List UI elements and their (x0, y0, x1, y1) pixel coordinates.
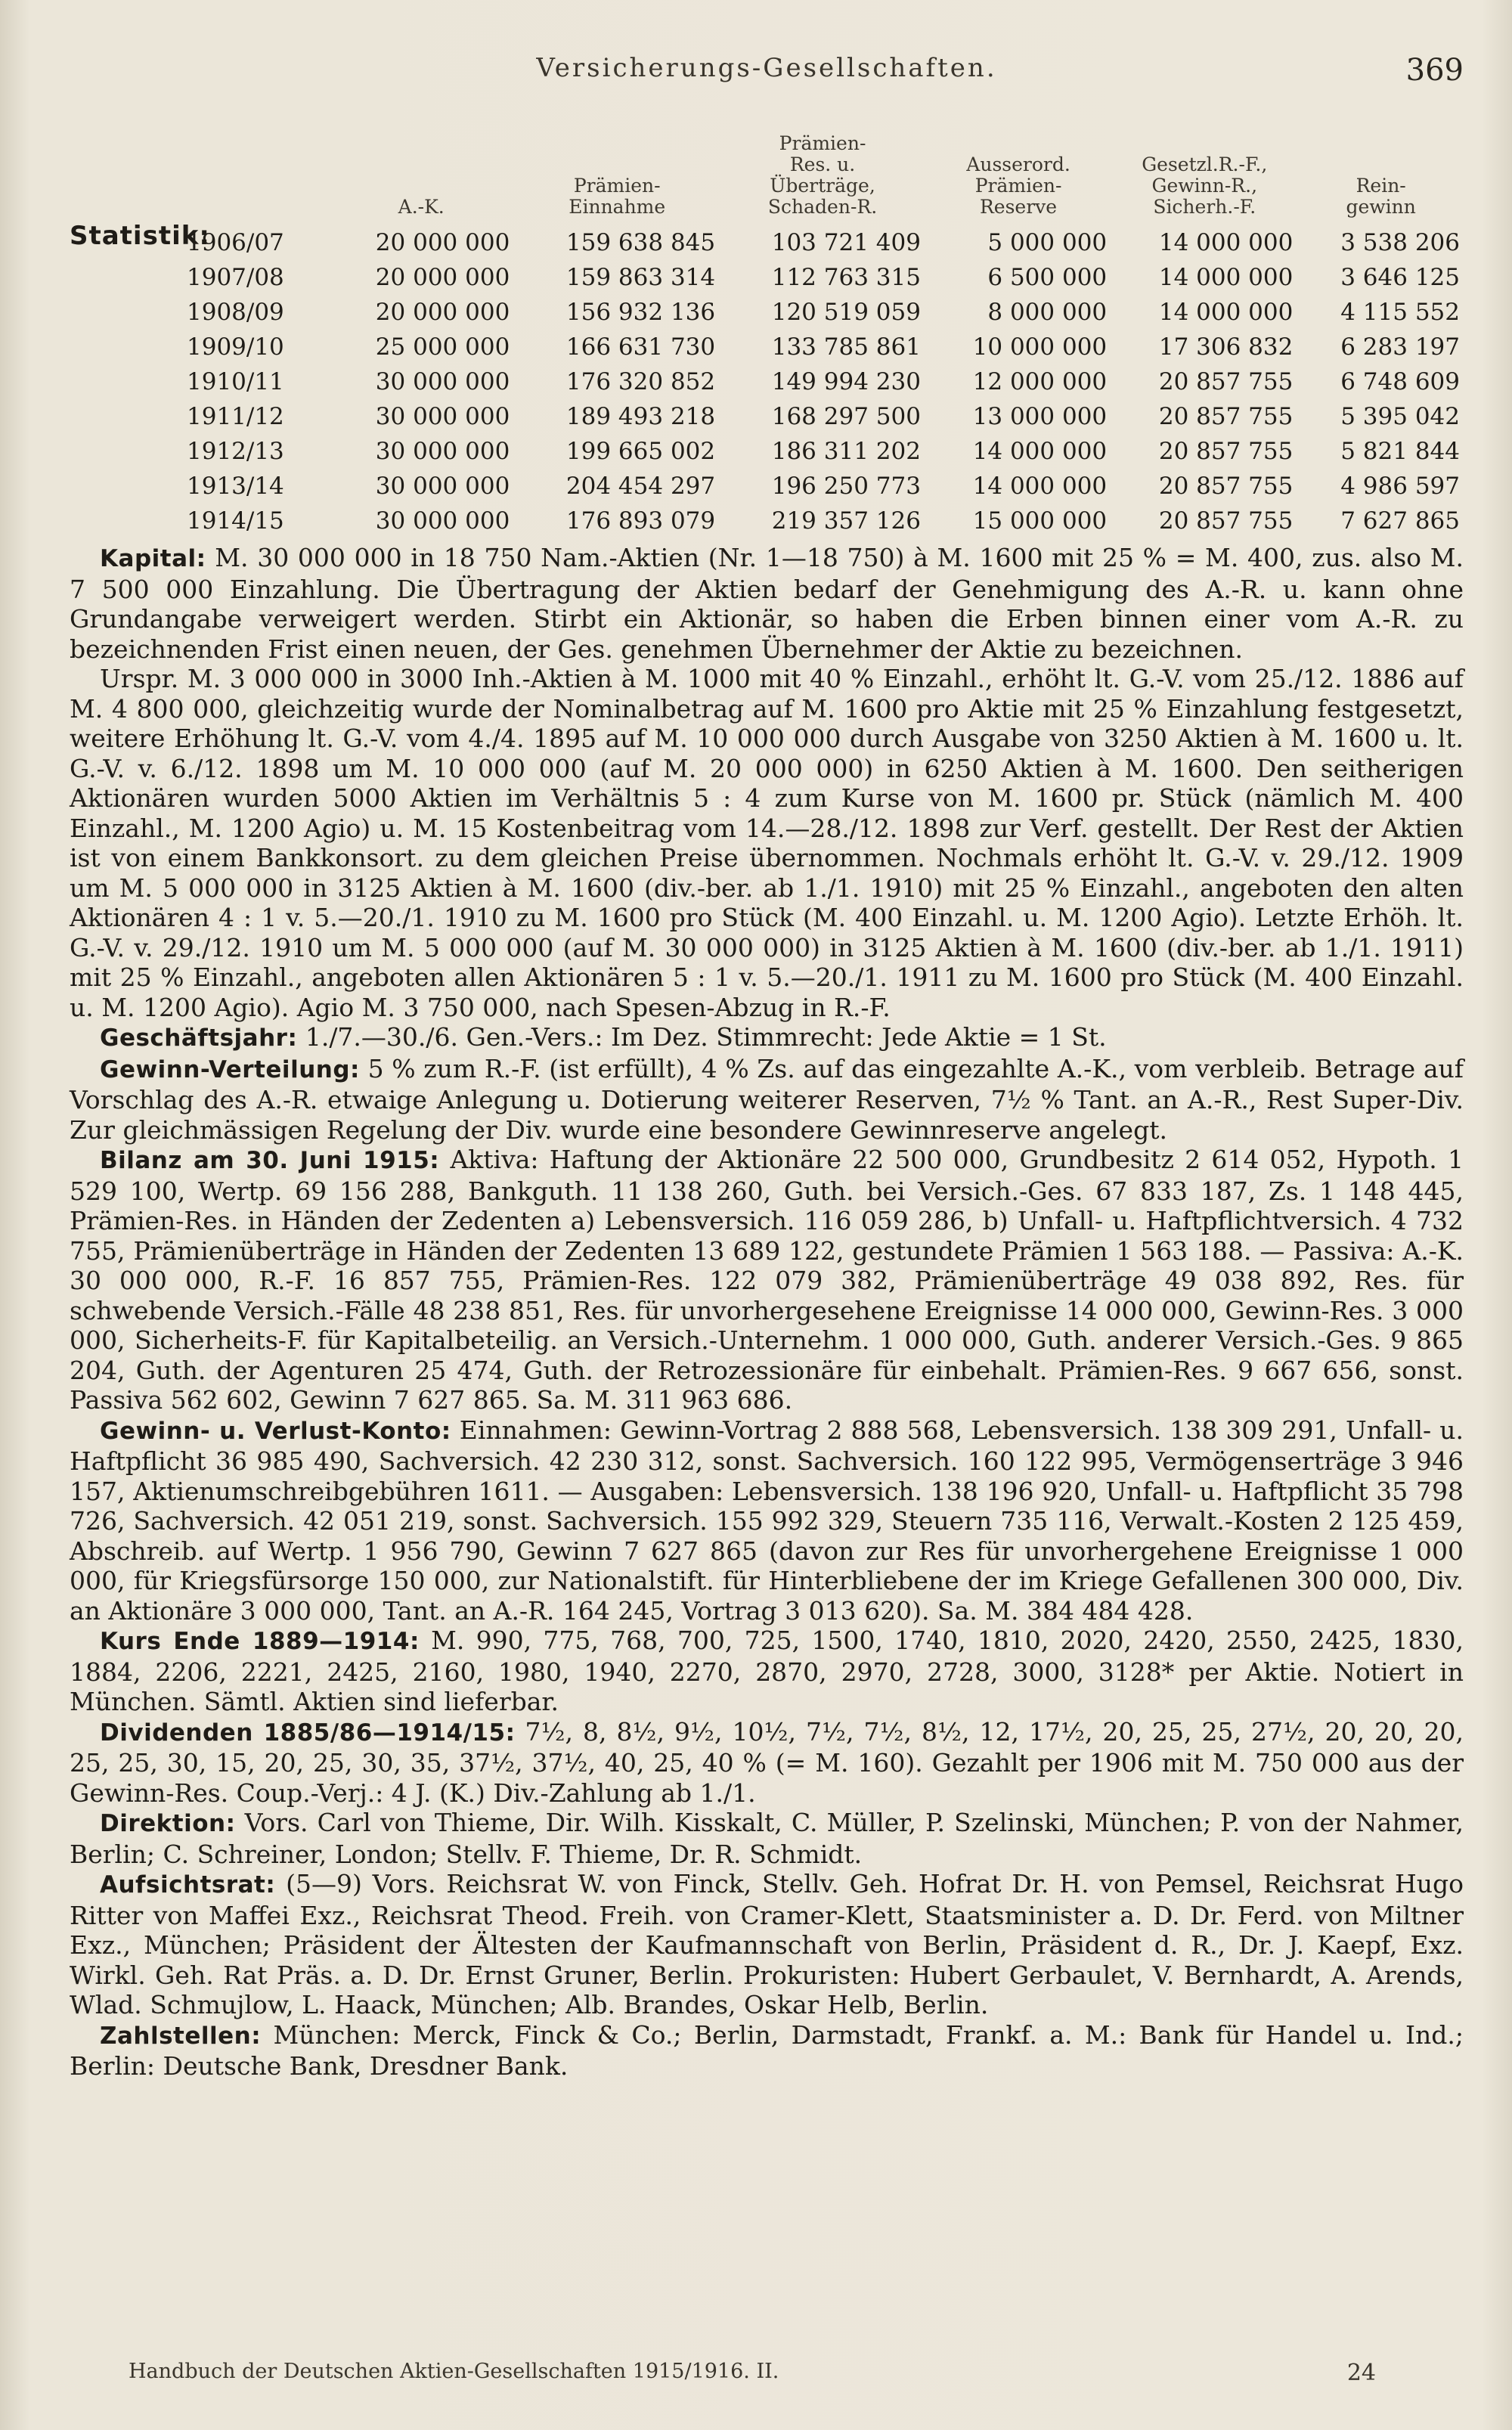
statistik-value-cell: 14 000 000 (972, 473, 1108, 500)
statistik-year-cell: 1912/13 (187, 438, 284, 465)
paragraph-lead: Geschäftsjahr: (100, 1024, 298, 1052)
paragraph-text: 5 % zum R.-F. (ist erfüllt), 4 % Zs. auf das eingezahlte A.-K., vom verbleib. Betrage auf Vorschlag des A.-R. etwaige Anlegung u. Dotierung weiterer Reserven, 7½ % Tant. an A.-R., Rest Super-Div. Zur gleichmässigen Regelung der Div. wurde eine besondere Gewinnreserve angelegt. (70, 1053, 1464, 1145)
statistik-value-cell: 204 454 297 (565, 473, 716, 500)
page-footer (129, 2360, 1376, 2386)
statistik-column-header: Rein- gewinn (1346, 175, 1416, 218)
statistik-value-cell: 199 665 002 (565, 438, 716, 465)
statistik-value-cell: 156 932 136 (565, 299, 716, 326)
paragraph-text: M. 30 000 000 in 18 750 Nam.-Aktien (Nr. 1—18 750) à M. 1600 mit 25 % = M. 400, zus. also M. 7 500 000 Einzahlung. Die Übertragung der Aktien bedarf der Genehmigung des A.-R. u. kann ohne Grundangabe verweigert werden. Stirbt ein Aktionär, so haben die Erben binnen einer vom A.-R. zu bezeichnenden Frist einen neuen, der Ges. genehmen Übernehmer der Aktie zu bezeichnen. (70, 543, 1464, 664)
statistik-value-cell: 20 000 000 (375, 299, 510, 326)
statistik-value-cell: 20 857 755 (1158, 438, 1294, 465)
statistik-row (156, 225, 1464, 260)
statistik-value-cell: 189 493 218 (565, 403, 716, 430)
paragraph-text: Vors. Carl von Thieme, Dir. Wilh. Kisskalt, C. Müller, P. Szelinski, München; P. von der Nahmer, Berlin; C. Schreiner, London; Stellv. F. Thieme, Dr. R. Schmidt. (70, 1808, 1464, 1869)
statistik-year-cell: 1913/14 (187, 473, 284, 500)
statistik-value-cell: 20 000 000 (375, 264, 510, 291)
statistik-body (156, 225, 1464, 538)
statistik-year-cell: 1907/08 (187, 264, 284, 291)
statistik-value-cell: 30 000 000 (375, 473, 510, 500)
statistik-value-cell: 186 311 202 (771, 438, 921, 465)
statistik-column-header (156, 133, 328, 225)
paragraph-lead: Zahlstellen: (100, 2022, 262, 2050)
statistik-column-header: Gesetzl.R.-F., Gewinn-R., Sicherh.-F. (1142, 153, 1268, 218)
paragraph-lead: Aufsichtsrat: (100, 1871, 276, 1898)
statistik-column-header: A.-K. (398, 196, 445, 218)
footer-signature: 24 (1346, 2360, 1376, 2386)
paragraph (70, 543, 1464, 664)
statistik-year-cell: 1909/10 (187, 333, 284, 361)
paragraph-text: 1./7.—30./6. Gen.-Vers.: Im Dez. Stimmrecht: Jede Aktie = 1 St. (297, 1022, 1107, 1052)
statistik-section (70, 133, 1464, 538)
statistik-value-cell: 159 638 845 (565, 229, 716, 256)
statistik-value-cell: 17 306 832 (1158, 333, 1294, 361)
statistik-value-cell: 14 000 000 (1158, 229, 1294, 256)
statistik-value-cell: 30 000 000 (375, 507, 510, 535)
paragraph (70, 1869, 1464, 2020)
body-text (70, 543, 1464, 2081)
statistik-value-cell: 3 646 125 (1340, 264, 1460, 291)
paragraph-text: 7½, 8, 8½, 9½, 10½, 7½, 7½, 8½, 12, 17½, 20, 25, 25, 27½, 20, 20, 20, 25, 25, 30, 15, 20, 25, 30, 35, 37½, 37½, 40, 25, 40 % (= M. 160). Gezahlt per 1906 mit M. 750 000 aus der Gewinn-Res. Coup.-Verj.: 4 J. (K.) Div.-Zahlung ab 1./1. (70, 1716, 1464, 1808)
paragraph (70, 1717, 1464, 1809)
statistik-value-cell: 103 721 409 (771, 229, 921, 256)
paragraph (70, 664, 1464, 1022)
statistik-value-cell: 159 863 314 (565, 264, 716, 291)
paragraph (70, 1145, 1464, 1415)
statistik-value-cell: 4 115 552 (1340, 299, 1460, 326)
paragraph-text: München: Merck, Finck & Co.; Berlin, Darmstadt, Frankf. a. M.: Bank für Handel u. Ind.; Berlin: Deutsche Bank, Dresdner Bank. (70, 2019, 1464, 2081)
paragraph-text: Urspr. M. 3 000 000 in 3000 Inh.-Aktien à M. 1000 mit 40 % Einzahl., erhöht lt. G.-V. vom 25./12. 1886 auf M. 4 800 000, gleichzeitig wurde der Nominalbetrag auf M. 1600 pro Aktie mit 25 % Einzahlung festgesetzt, weitere Erhöhung lt. G.-V. vom 4./4. 1895 auf M. 10 000 000 durch Ausgabe von 3250 Aktien à M. 1600 u. lt. G.-V. v. 6./12. 1898 um M. 10 000 000 (auf M. 20 000 000) in 6250 Aktien à M. 1600. Den seitherigen Aktionären wurden 5000 Aktien im Verhältnis 5 : 4 zum Kurse von M. 1600 pr. Stück (nämlich M. 400 Einzahl., M. 1200 Agio) u. M. 15 Kostenbeitrag vom 14.—28./12. 1898 zur Verf. gestellt. Der Rest der Aktien ist von einem Bankkonsort. zu dem gleichen Preise übernommen. Nochmals erhöht lt. G.-V. v. 29./12. 1909 um M. 5 000 000 in 3125 Aktien à M. 1600 (div.-ber. ab 1./1. 1910) mit 25 % Einzahl., angeboten den alten Aktionären 4 : 1 v. 5.—20./1. 1910 zu M. 1600 pro Stück (M. 400 Einzahl. u. M. 1200 Agio). Letzte Erhöh. lt. G.-V. v. 29./12. 1910 um M. 5 000 000 (auf M. 30 000 000) in 3125 Aktien à M. 1600 (div.-ber. ab 1./1. 1911) mit 25 % Einzahl., angeboten allen Aktionären 5 : 1 v. 5.—20./1. 1911 zu M. 1600 pro Stück (M. 400 Einzahl. u. M. 1200 Agio). Agio M. 3 750 000, nach Spesen-Abzug in R.-F. (70, 664, 1464, 1022)
paragraph-lead: Kurs Ende 1889—1914: (100, 1628, 420, 1655)
page-number: 369 (1405, 53, 1464, 88)
statistik-value-cell: 5 000 000 (987, 229, 1108, 256)
statistik-value-cell: 149 994 230 (771, 368, 921, 395)
paragraph (70, 1022, 1464, 1054)
paragraph (70, 1808, 1464, 1869)
statistik-row (156, 295, 1464, 330)
statistik-value-cell: 14 000 000 (1158, 264, 1294, 291)
statistik-year-cell: 1906/07 (187, 229, 284, 256)
statistik-value-cell: 25 000 000 (375, 333, 510, 361)
statistik-value-cell: 219 357 126 (771, 507, 921, 535)
statistik-column-header: Ausserord. Prämien- Reserve (966, 153, 1070, 218)
statistik-value-cell: 20 857 755 (1158, 507, 1294, 535)
paragraph (70, 2020, 1464, 2081)
statistik-header-row (156, 133, 1464, 225)
statistik-row (156, 330, 1464, 364)
paragraph-text: (5—9) Vors. Reichsrat W. von Finck, Stellv. Geh. Hofrat Dr. H. von Pemsel, Reichsrat Hugo Ritter von Maffei Exz., Reichsrat Theod. Freih. von Cramer-Klett, Staatsminister a. D. Dr. Ferd. von Miltner Exz., München; Präsident der Ältesten der Kaufmannschaft von Berlin, Präsident d. R., Dr. J. Kaepf, Exz. Wirkl. Geh. Rat Präs. a. D. Dr. Ernst Gruner, Berlin. Prokuristen: Hubert Gerbaulet, V. Bernhardt, A. Arends, Wlad. Schmujlow, L. Haack, München; Alb. Brandes, Oskar Helb, Berlin. (70, 1869, 1464, 2019)
paragraph-text: Einnahmen: Gewinn-Vortrag 2 888 568, Lebensversich. 138 309 291, Unfall- u. Haftpflicht 36 985 490, Sachversich. 42 230 312, sonst. Sachversich. 160 122 995, Vermögenserträge 3 946 157, Aktienumschreibgebühren 1611. — Ausgaben: Lebensversich. 138 196 920, Unfall- u. Haftpflicht 35 798 726, Sachversich. 42 051 219, sonst. Sachversich. 155 992 329, Steuern 735 116, Verwalt.-Kosten 2 125 459, Abschreib. auf Wertp. 1 956 790, Gewinn 7 627 865 (davon zur Res für unvorhergehene Ereignisse 1 000 000, für Kriegsfürsorge 150 000, zur Nationalstift. für Hinterbliebene der im Kriege Gefallenen 300 000, Div. an Aktionäre 3 000 000, Tant. an A.-R. 164 245, Vortrag 3 013 620). Sa. M. 384 484 428. (70, 1415, 1464, 1626)
statistik-value-cell: 176 320 852 (565, 368, 716, 395)
statistik-year-cell: 1908/09 (187, 299, 284, 326)
statistik-value-cell: 5 395 042 (1340, 403, 1460, 430)
statistik-value-cell: 6 500 000 (987, 264, 1108, 291)
statistik-value-cell: 196 250 773 (771, 473, 921, 500)
paragraph-lead: Dividenden 1885/86—1914/15: (100, 1719, 516, 1747)
statistik-value-cell: 20 857 755 (1158, 403, 1294, 430)
paragraph-lead: Gewinn-Verteilung: (100, 1055, 360, 1083)
statistik-row (156, 364, 1464, 399)
statistik-row (156, 434, 1464, 469)
running-head (70, 53, 1464, 103)
paragraph (70, 1054, 1464, 1145)
statistik-row (156, 260, 1464, 295)
statistik-value-cell: 176 893 079 (565, 507, 716, 535)
statistik-column-header: Prämien- Einnahme (569, 175, 666, 218)
statistik-value-cell: 20 000 000 (375, 229, 510, 256)
statistik-value-cell: 30 000 000 (375, 368, 510, 395)
statistik-value-cell: 12 000 000 (972, 368, 1108, 395)
statistik-value-cell: 112 763 315 (771, 264, 921, 291)
statistik-year-cell: 1914/15 (187, 507, 284, 535)
paragraph-text: M. 990, 775, 768, 700, 725, 1500, 1740, 1810, 2020, 2420, 2550, 2425, 1830, 1884, 2206, 2221, 2425, 2160, 1980, 1940, 2270, 2870, 2970, 2728, 3000, 3128* per Aktie. Notiert in München. Sämtl. Aktien sind lieferbar. (70, 1626, 1464, 1716)
statistik-year-cell: 1911/12 (187, 403, 284, 430)
statistik-row (156, 399, 1464, 434)
paragraph-lead: Kapital: (100, 545, 206, 572)
statistik-value-cell: 14 000 000 (1158, 299, 1294, 326)
statistik-column-header: Prämien- Res. u. Überträge, Schaden-R. (767, 132, 878, 218)
statistik-value-cell: 13 000 000 (972, 403, 1108, 430)
statistik-year-cell: 1910/11 (187, 368, 284, 395)
statistik-value-cell: 5 821 844 (1340, 438, 1460, 465)
statistik-table (156, 133, 1464, 538)
statistik-value-cell: 7 627 865 (1340, 507, 1460, 535)
statistik-value-cell: 6 748 609 (1340, 368, 1460, 395)
statistik-value-cell: 10 000 000 (972, 333, 1108, 361)
statistik-value-cell: 6 283 197 (1340, 333, 1460, 361)
statistik-value-cell: 4 986 597 (1340, 473, 1460, 500)
statistik-value-cell: 168 297 500 (771, 403, 921, 430)
statistik-row (156, 469, 1464, 504)
statistik-value-cell: 133 785 861 (771, 333, 921, 361)
statistik-value-cell: 166 631 730 (565, 333, 716, 361)
paragraph (70, 1626, 1464, 1717)
statistik-row (156, 504, 1464, 538)
statistik-value-cell: 8 000 000 (987, 299, 1108, 326)
statistik-value-cell: 20 857 755 (1158, 473, 1294, 500)
footer-text: Handbuch der Deutschen Aktien-Gesellschaften 1915/1916. II. (129, 2360, 779, 2383)
statistik-value-cell: 3 538 206 (1340, 229, 1460, 256)
statistik-value-cell: 120 519 059 (771, 299, 921, 326)
paragraph-lead: Bilanz am 30. Juni 1915: (100, 1147, 440, 1174)
paragraph-lead: Direktion: (100, 1810, 236, 1837)
statistik-value-cell: 30 000 000 (375, 438, 510, 465)
statistik-value-cell: 30 000 000 (375, 403, 510, 430)
running-head-title: Versicherungs-Gesellschaften. (536, 53, 997, 83)
statistik-value-cell: 14 000 000 (972, 438, 1108, 465)
statistik-value-cell: 15 000 000 (972, 507, 1108, 535)
paragraph-lead: Gewinn- u. Verlust-Konto: (100, 1417, 451, 1445)
statistik-label: Statistik: (70, 221, 210, 251)
statistik-value-cell: 20 857 755 (1158, 368, 1294, 395)
paragraph (70, 1415, 1464, 1626)
paragraph-text: Aktiva: Haftung der Aktionäre 22 500 000, Grundbesitz 2 614 052, Hypoth. 1 529 100, Wertp. 69 156 288, Bankguth. 11 138 260, Guth. bei Versich.-Ges. 67 833 187, Zs. 1 148 445, Prämien-Res. in Händen der Zedenten a) Lebensversich. 116 059 286, b) Unfall- u. Haftpflichtversich. 4 732 755, Prämienüberträge in Händen der Zedenten 13 689 122, gestundete Prämien 1 563 188. — Passiva: A.-K. 30 000 000, R.-F. 16 857 755, Prämien-Res. 122 079 382, Prämienüberträge 49 038 892, Res. für schwebende Versich.-Fälle 48 238 851, Res. für unvorhergesehene Ereignisse 14 000 000, Gewinn-Res. 3 000 000, Sicherheits-F. für Kapitalbeteilig. an Versich.-Unternehm. 1 000 000, Guth. anderer Versich.-Ges. 9 865 204, Guth. der Agenturen 25 474, Guth. der Retrozessionäre für einbehalt. Prämien-Res. 9 667 656, sonst. Passiva 562 602, Gewinn 7 627 865. Sa. M. 311 963 686. (70, 1145, 1464, 1415)
